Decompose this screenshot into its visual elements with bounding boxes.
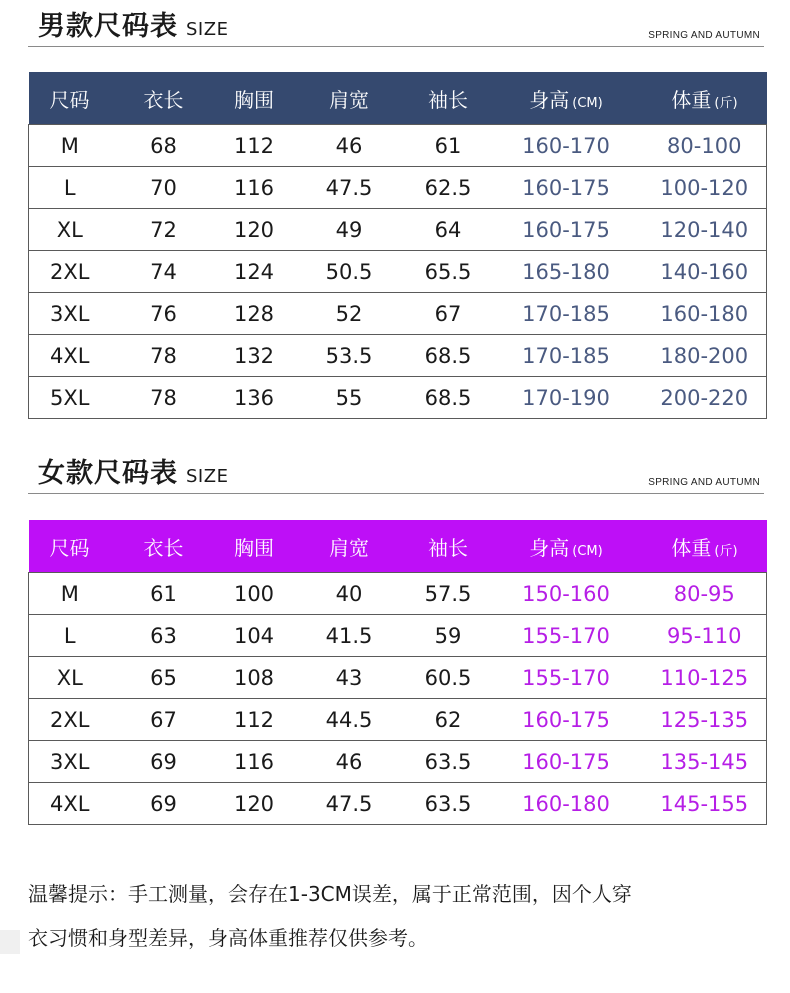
cell-height: 170-185 — [490, 335, 643, 377]
header-size: 尺码 — [29, 72, 111, 125]
women-table-header-row — [29, 520, 767, 573]
cell-length: 69 — [111, 741, 217, 783]
women-size-chart-title: 女款尺码表 SIZE — [38, 458, 229, 489]
cell-chest: 128 — [217, 293, 292, 335]
cell-height: 155-170 — [490, 657, 643, 699]
cell-height: 160-175 — [490, 741, 643, 783]
cell-weight: 180-200 — [643, 335, 767, 377]
table-row — [29, 699, 767, 741]
table-row — [29, 335, 767, 377]
header-chest: 胸围 — [217, 72, 292, 125]
cell-length: 61 — [111, 573, 217, 615]
cell-weight: 160-180 — [643, 293, 767, 335]
women-season-label: SPRING AND AUTUMN — [648, 477, 760, 488]
table-row — [29, 377, 767, 419]
cell-shoulder: 47.5 — [292, 783, 407, 825]
cell-chest: 112 — [217, 699, 292, 741]
cell-shoulder: 46 — [292, 741, 407, 783]
cell-height: 170-185 — [490, 293, 643, 335]
cell-shoulder: 53.5 — [292, 335, 407, 377]
cell-shoulder: 55 — [292, 377, 407, 419]
cell-chest: 112 — [217, 125, 292, 167]
cell-sleeve: 57.5 — [407, 573, 490, 615]
header-size: 尺码 — [29, 520, 111, 573]
cell-chest: 120 — [217, 783, 292, 825]
cell-sleeve: 64 — [407, 209, 490, 251]
cell-sleeve: 62 — [407, 699, 490, 741]
cell-height: 160-175 — [490, 699, 643, 741]
cell-shoulder: 41.5 — [292, 615, 407, 657]
cell-sleeve: 59 — [407, 615, 490, 657]
cell-shoulder: 44.5 — [292, 699, 407, 741]
cell-height: 155-170 — [490, 615, 643, 657]
men-size-word: SIZE — [186, 19, 229, 40]
cell-weight: 125-135 — [643, 699, 767, 741]
cell-weight: 95-110 — [643, 615, 767, 657]
cell-length: 69 — [111, 783, 217, 825]
note-line-1: 温馨提示：手工测量，会存在1-3CM误差，属于正常范围，因个人穿 — [28, 882, 632, 906]
cell-length: 72 — [111, 209, 217, 251]
cell-weight: 100-120 — [643, 167, 767, 209]
cell-length: 78 — [111, 377, 217, 419]
header-chest: 胸围 — [217, 520, 292, 573]
cell-length: 76 — [111, 293, 217, 335]
sizing-tip-note — [28, 872, 768, 960]
cell-size: XL — [29, 657, 111, 699]
table-row — [29, 167, 767, 209]
table-row — [29, 251, 767, 293]
cell-chest: 124 — [217, 251, 292, 293]
cell-length: 67 — [111, 699, 217, 741]
cell-shoulder: 49 — [292, 209, 407, 251]
table-row — [29, 615, 767, 657]
cell-size: L — [29, 167, 111, 209]
cell-length: 65 — [111, 657, 217, 699]
cell-size: 3XL — [29, 741, 111, 783]
weight-unit: (斤) — [714, 95, 738, 111]
cell-shoulder: 50.5 — [292, 251, 407, 293]
cell-sleeve: 65.5 — [407, 251, 490, 293]
women-title-divider — [28, 493, 764, 494]
cell-shoulder: 46 — [292, 125, 407, 167]
header-shoulder: 肩宽 — [292, 72, 407, 125]
men-size-chart-title: 男款尺码表 SIZE — [38, 11, 229, 42]
cell-chest: 108 — [217, 657, 292, 699]
height-unit: (CM) — [572, 543, 603, 559]
cell-chest: 100 — [217, 573, 292, 615]
cell-chest: 116 — [217, 741, 292, 783]
men-table-header-row — [29, 72, 767, 125]
table-row — [29, 573, 767, 615]
cell-sleeve: 67 — [407, 293, 490, 335]
cell-size: 2XL — [29, 251, 111, 293]
header-sleeve: 袖长 — [407, 520, 490, 573]
cell-weight: 110-125 — [643, 657, 767, 699]
table-row — [29, 209, 767, 251]
cell-height: 150-160 — [490, 573, 643, 615]
women-size-table — [28, 520, 767, 825]
cell-length: 78 — [111, 335, 217, 377]
cell-size: L — [29, 615, 111, 657]
cell-height: 160-170 — [490, 125, 643, 167]
cell-weight: 140-160 — [643, 251, 767, 293]
cell-weight: 135-145 — [643, 741, 767, 783]
height-unit: (CM) — [572, 95, 603, 111]
cell-length: 68 — [111, 125, 217, 167]
cell-height: 160-180 — [490, 783, 643, 825]
header-height: 身高 (CM) — [490, 520, 643, 573]
cell-size: 4XL — [29, 335, 111, 377]
corner-mark — [0, 930, 20, 954]
cell-weight: 145-155 — [643, 783, 767, 825]
cell-sleeve: 61 — [407, 125, 490, 167]
cell-size: 5XL — [29, 377, 111, 419]
cell-height: 165-180 — [490, 251, 643, 293]
cell-weight: 80-95 — [643, 573, 767, 615]
table-row — [29, 783, 767, 825]
header-weight: 体重 (斤) — [643, 72, 767, 125]
cell-weight: 80-100 — [643, 125, 767, 167]
cell-sleeve: 63.5 — [407, 741, 490, 783]
weight-unit: (斤) — [714, 543, 738, 559]
cell-shoulder: 40 — [292, 573, 407, 615]
cell-sleeve: 68.5 — [407, 377, 490, 419]
cell-size: XL — [29, 209, 111, 251]
cell-shoulder: 52 — [292, 293, 407, 335]
header-height: 身高 (CM) — [490, 72, 643, 125]
header-length: 衣长 — [111, 72, 217, 125]
cell-length: 70 — [111, 167, 217, 209]
men-size-table — [28, 72, 767, 419]
cell-shoulder: 43 — [292, 657, 407, 699]
cell-height: 170-190 — [490, 377, 643, 419]
women-size-word: SIZE — [186, 466, 229, 487]
men-season-label: SPRING AND AUTUMN — [648, 30, 760, 41]
note-line-2: 衣习惯和身型差异，身高体重推荐仅供参考。 — [28, 926, 428, 950]
header-weight: 体重 (斤) — [643, 520, 767, 573]
cell-height: 160-175 — [490, 167, 643, 209]
cell-chest: 132 — [217, 335, 292, 377]
cell-size: M — [29, 125, 111, 167]
cell-size: M — [29, 573, 111, 615]
cell-chest: 120 — [217, 209, 292, 251]
cell-chest: 136 — [217, 377, 292, 419]
cell-size: 2XL — [29, 699, 111, 741]
cell-height: 160-175 — [490, 209, 643, 251]
cell-size: 4XL — [29, 783, 111, 825]
header-shoulder: 肩宽 — [292, 520, 407, 573]
cell-sleeve: 68.5 — [407, 335, 490, 377]
table-row — [29, 293, 767, 335]
men-title-divider — [28, 46, 764, 47]
cell-chest: 104 — [217, 615, 292, 657]
cell-size: 3XL — [29, 293, 111, 335]
cell-shoulder: 47.5 — [292, 167, 407, 209]
cell-length: 63 — [111, 615, 217, 657]
cell-weight: 120-140 — [643, 209, 767, 251]
table-row — [29, 125, 767, 167]
table-row — [29, 657, 767, 699]
cell-chest: 116 — [217, 167, 292, 209]
header-sleeve: 袖长 — [407, 72, 490, 125]
cell-sleeve: 60.5 — [407, 657, 490, 699]
cell-weight: 200-220 — [643, 377, 767, 419]
table-row — [29, 741, 767, 783]
cell-length: 74 — [111, 251, 217, 293]
header-length: 衣长 — [111, 520, 217, 573]
cell-sleeve: 62.5 — [407, 167, 490, 209]
cell-sleeve: 63.5 — [407, 783, 490, 825]
